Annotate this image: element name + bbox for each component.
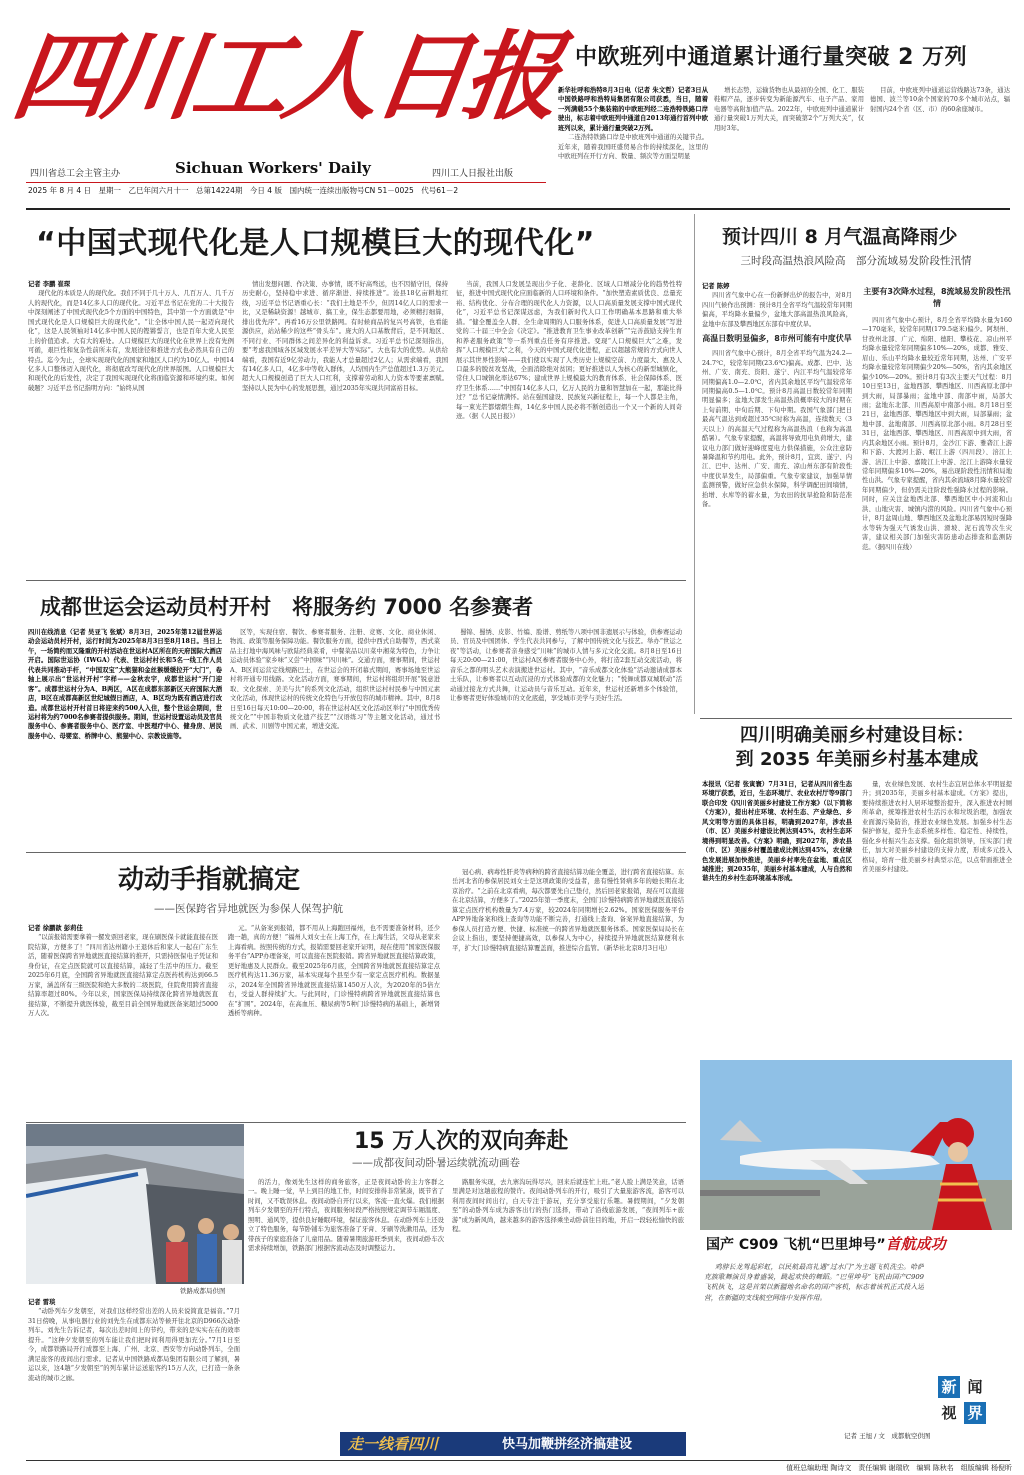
games-col2: 区等，实现住宿、餐饮、参赛者服务、注册、竞赛、文化、商业休闲、物流、政策等服务保障功能。餐饮服务方面，提供中西式自助餐等，西式菜品主打地中海风味与欧陆经典菜肴，中餐菜品以川菜中湘菜为特色，力争让运动员体验“家乡味”又尝“中国味”“四川味”。交通方面，赛事期间，世运村A、B区间运营定线规路巴士，在世运会的开闭幕式期间，赛事场地至世运村将开通专用线路。文化活动方面，赛事期间，世运村将组织开展“锐意进取、文化探索、美美与共”的系列文化活动，组织世运村村民参与中国元素文化活动，体现世运村的传统文化特色与开放包容的城市精神。其中，8月8日至16日每天10:00—20:00，将在世运村A区文化活动区举行“中国优秀传统文化”“中国非物质文化遗产技艺”“汉语练习”等主题文化活动，通过书画、武术、川剧等中国元素，增进交流。 [230,629,440,731]
plane-headline-accent: 首航成功 [885,1235,946,1253]
train-rule [26,1122,686,1123]
games-title: 成都世运会运动员村开村 将服务约 7000 名参赛者 [40,595,534,619]
games-col3: 蜀锦、蜀绣、皮影、竹编、脸谱、剪纸等八项中国非遗展示与体验，供参赛运动员、官员及中国团体、学生代表共同参与，了解中国传统文化与技艺。举办“世运之夜”等活动，让参赛者亲身感受“川味”的城市人情与多元文化交流。8月8日至16日每天20:00—21:00，世运村A区参赛者服务中心外，将打造2套互动交流活动，将音乐之都的明头艺术表演搬进世运村。其中，“音乐成都文化体验”活动邀请成都本土乐队，让参赛者以互动沉浸的方式体验成都的文化魅力；“悦舞成都双城联动”活动通过接龙方式共舞，让运动员与音乐互动。近年来，世运村还新增多个体验馆，让参赛者更好体验城市的文化底蕴，享受城市美学与美好生活。 [450,629,682,703]
medical-subtitle: ——医保跨省异地就医为参保人保驾护航 [154,903,343,915]
footer-editors: 值班总编助理 陶诗文 责任编辑 谢瑞欣 编辑 陈秋名 组版编辑 杨倪昕 [786,1464,1012,1472]
medical-rule [26,852,686,853]
games-col1: 四川在线消息（记者 吴亚飞 张斌）8月3日，2025年第12届世界运动会运动员村开村，运行时间为2025年8月3日至8月18日。当日上午，一场简约而又隆重的开村活动在世运村A区所在的天府国际大酒店开启。国际世运协（IWGA）代表、世运村村长和5名一线工作人员代表共同推动手杆，“中国双宝”大熊猫和金丝猴缓缓拉开“大门”，卷轴上展示出“世运村开村”字样——金秋农宇，成都世运村“开门迎客”。成都世运村分为A、B两区，A区在成都东部新区天府国际大酒店，B区在成都高新区世纪城假日酒店，A、B区均为既有酒店进行改造。成都世运村开村首日将迎来约500人入住，整个世运会期间，世运村将为约7000名参赛者提供服务。期间，世运村设置运动员及官员服务中心、参赛者服务中心、医疗室、中医理疗中心、健身房、居民服务中心、母婴室、桥牌中心、熊猫中心、宗教设施等。 [28,629,222,740]
footer-slogan-title: 快马加鞭拼经济搞建设 [502,1437,633,1452]
weather-subhead-1: 高温日数明显偏多，8市州可能有中度伏旱 [702,334,852,344]
tag-char-4: 界 [964,1402,986,1424]
medical-col2: 元。“从备案到报销，都不用从上海跑回福州，也不需要准备材料，还少跑一趟，真的方便！”福州人刘女士在上海工作，在上海生活，父母从老家来上海看病。按照传统的方式，报销需要回老家开证明，现在使用“国家医保服务平台”APP办理备案，可以直接在医院报销。跨省异地就医直接结算政策，更好地惠及人民群众。截至2025年6月底，全国跨省异地就医直接结算定点医疗机构达11.36万家，基本实现每个县至少有一家定点医疗机构。数据显示，2024年全国跨省异地就医直接结算1450万人次，为2020年的5倍左右，受益人群持续扩大。与此同时，门诊慢特病跨省异地就医直接结算也在“扩围”。2024年，在高血压、糖尿病等5种门诊慢特病的基础上，新增肾透析等病种。 [228,925,440,1017]
medical-title: 动动手指就搞定 [118,865,301,895]
news-vision-tag [938,1376,1006,1428]
plane-photo [700,1060,1012,1230]
masthead-rule [26,182,546,183]
lead-col1: 记者 李鹏 崔琛 现代化的本质是人的现代化。我们不同于几十万人、几百万人、几千万人的现代化，而是14亿多人口的现代化。习近平总书记在党的二十大报告中深刻阐述了中国式现代化5个方面的中国特色，其中第一个方面就是“中国式现代化是人口规模巨大的现代化”。“让全体中国人民一起迈向现代化”，这是人民领袖对14亿多中国人民的铿锵誓言，也是百年大党人民至上的价值追求。大有大的难处。人口规模巨大的现代化在世界上没有先例可循，艰巨性和复杂性前所未有，发展途径和推进方式也必然具有自己的特点。迄今为止，全球实现现代化的国家和地区人口约为10亿人。中国14亿多人口整体迈入现代化，将彻底改写现代化的世界版图。人口规模巨大和现代化的后发性，决定了我国实现现代化将面临资源和环境约束。如何破题？习近平总书记指明方向：“始终从国 [28,281,234,392]
footer-rule [26,1460,1010,1461]
plane-caption: 鸡脖长龙驾起彩虹，以民航最高礼遇“过水门”为主题飞机洗尘。哈萨克族歌舞演员身着盛装，跳起欢快的舞蹈。“巴里坤号”飞机由国产C909飞机执飞，这是首架以新疆地名命名的国产客机，标志着该机正式投入运营，在新疆的支线航空网络中发挥作用。 [704,1263,924,1302]
tag-char-3: 视 [941,1404,957,1422]
top-story-title: 中欧班列中通道累计通行量突破 2 万列 [575,45,968,70]
train-col1: 记者 雷琰 “动卧列车夕发朝至，对我们这样经常出差的人员来说简直是福音。”7月31日傍晚，从事电器行业的刘先生在成都东站等候开往北京的D966次动卧列车。刘先生告诉记者，每次出差时间上的节约，带来的是实实在在的效率提升。“这种夕发朝至的列车能让我们把时间利用得更加充分。”7月1日至今，成都铁路局开行成都至上海、广州、北京、西安等方向动卧列车，全面满足旅客的夜间出行需求。记者从中国铁路成都局集团有限公司了解到，暑运以来，这4趟“夕发朝至”的列车累计运送旅客约15万人次，已打造一条条流动的城市之廊。 [28,1299,240,1382]
medical-col3: 冠心病、病毒性肝炎等病种的跨省直接结算功能全覆盖，进行跨省直接结算。东岳河北省的参保居民刘女士是这项政策的受益者，患有慢性肾病多年的她长期在北京治疗。“之前在北京看病，每次都要先自己垫付，然后回老家报销，现在可以直接在北京结算，方便多了。”2025年第一季度末，全国门诊慢特病跨省异地就医直接结算定点医疗机构数量为7.4万家，较2024年同期增长2.62%。国家医保服务平台APP异地备案和线上查询等功能不断完善，打通线上查询、备案异地直接结算，为参保人员打造方便、快捷、标准统一的跨省异地就医服务体系。国家医保局局长在会议上指出，要坚持便捷高效，以参保人为中心，持续提升异地就医结算便利水平，扩大门诊慢特病直接结算覆盖面，推进综合监管。（新华社北京8月3日电） [452,869,684,952]
top-story-col1: 新华社呼和浩特8月3日电（记者 朱文哲）记者3日从中国铁路呼和浩特局集团有限公司获悉，当日，随着一列满载55个集装箱的中欧班列经二连浩特铁路口岸驶出，标志着中欧班列中通道自2013年通行首列中欧班列以来，累计通行量突破2万列。 二连浩特铁路口岸是中欧班列中通道的关键节点。近年来，随着我国旺盛贸易合作的持续深化，这里的中欧班列在开行方向、数量、频次等方面呈明显 [558,87,708,161]
rural-col2: 量，农业绿色发展、农村生态宜居总体水平明显提升；到2035年，美丽乡村基本建成。《方案》提出，要持续推进农村人居环境整治提升，深入推进农村厕所革命，统筹推进农村生活污水和垃圾治理，加强农业面源污染防治，推进农业绿色发展。加强乡村生态保护修复，提升生态系统多样性、稳定性、持续性，强化乡村振兴生态支撑。强化组织领导，压实部门责任，加大对美丽乡村建设的支持力度，形成多元投入格局，培育一批美丽乡村典型示范，以点带面推进全省美丽乡村建设。 [862,781,1012,873]
rural-col1: 本报讯（记者 张寅寰）7月31日，记者从四川省生态环境厅获悉，近日，生态环境厅、农业农村厅等9部门联合印发《四川省美丽乡村建设工作方案》（以下简称《方案》），提出村庄环境、农村生态、产业绿色、乡风文明等方面的具体目标，明确到2027年，涉农县（市、区）美丽乡村建设比例达到45%，农村生态环境得到明显改善。《方案》明确，到2027年，涉农县（市、区）美丽乡村覆盖建成比例达到45%，农业绿色发展进展加快推进，美丽乡村率先在盆地、重点区域推进；到2035年，美丽乡村基本建成，人与自然和谐共生的乡村生态环境基本形成。 [702,781,852,883]
weather-col1: 记者 陈婷 四川省气象中心在一份新鲜出炉的报告中，对8月四川气候作出预测：预计8月全省平均气温较常年同期偏高，平均降水量偏少，盆地大部高温热浪风险高，盆地中东部及攀西地区东部有中度伏旱。 高温日数明显偏多，8市州可能有中度伏旱 四川省气象中心预计，8月全省平均气温为24.2—24.7℃，较常年同期(23.6℃)偏高。成都、巴中、达州、广安、南充、资阳、遂宁、内江平均气温较常年同期偏高1.0—2.0℃，省内其余地区平均气温较常年同期偏高0.5—1.0℃。预计8月高温日数较常年同期明显偏多；盆地大部发生高温热浪概率较大的时期在上旬前期、中旬后期、下旬中期。我国气象部门把日最高气温达到或超过35℃时称为高温，连续数天（3天以上）的高温天气过程称为高温热浪（也称为高温酷暑）。气象专家提醒，高温将导致用电负荷增大，建议电力部门做好迎峰度夏电力供保措施，公众注意防暑降温和节约用电。此外，预计8月，宜宾、遂宁、内江、巴中、达州、广安、南充、凉山州东部有阶段性中度伏旱发生，局部偏重。气象专家建议，加强旱情监测预警，做好应急供水保障，科学调配田间墒情，抬增、水库等的蓄水量，为农田的抗旱抢险和防范准备。 [702,283,852,509]
masthead-english: Sichuan Workers' Daily [175,159,371,177]
games-rule [26,580,686,581]
top-story-col2: 增长态势，运输货物也从最初的全国、化工、服装鞋帽产品，逐步转变为新能源汽车、电子产品、家用电器等高附加值产品。2022年，中欧班列中通道累计通行量突破1万列大关，而突破第2个“万列大关”，仅用时3年。 [714,87,864,132]
train-photo-image [26,1124,244,1284]
masthead-sponsor: 四川省总工会主管主办 [30,169,121,179]
footer-slogan: 走一线看四川 [348,1435,439,1453]
train-col3: 路服务实现，去九寨沟玩得尽兴，回来后就连忙上班。”老人脸上满是笑意，话语里满是对这趟旅程的赞许。夜间动卧列车的开行，吸引了大量旅游客流，游客可以利用夜间时间出行，白天专注于游玩，充分享受旅行乐趣。暑假期间，“夕发朝至”的动卧列车成为游客出行的热门选择，带动了沿线旅游发展，“夜间列车+旅游”成为新风尚，越来越多的游客选择乘坐动卧前往目的地，开启一段轻松愉快的旅程。 [452,1179,684,1234]
top-story-col3: 目前，中欧班列中通道运营线路达73条，通达德国、波兰等10余个国家的70多个城市站点，辐射国内24个省（区、市）的60余座城市。 [870,87,1010,113]
lead-col3: 当前，我国人口发展呈现出少子化、老龄化、区域人口增减分化的趋势性特征，推进中国式现代化应面临新的人口环境和条件。“加快塑造素质优良、总量充裕、结构优化、分布合理的现代化人力资源，以人口高质量发展支撑中国式现代化”，习近平总书记深谋远虑，为我们新时代人口工作明确基本思路和重大举措。“健全覆盖全人群、全生命周期的人口服务体系，促进人口高质量发展”写进党的二十届三中全会《决定》。“推进教育卫生事业改革创新”“完善鼓励支持生育和养老服务政策”等一系列重点任务有序推进。变现“人口规模巨大”之难，发挥“人口规模巨大”之利，今天的中国式现代化进程，正以超越常规的方式向世人展示其世界性影响——我们使以实现了人类历史上规模空前、力度最大、惠及人口最多的脱贫攻坚战，全面消除绝对贫困；更好推进以人为核心的新型城镇化，常住人口城镇化率达67%；建成世界上规模最大的教育体系、社会保障体系、医疗卫生体系……“中国有14亿多人口，亿万人民的力量和智慧加在一起，那能比得过？”总书记豪情满怀。站在强国建设、民族复兴新征程上，每一个人都是主角，每一束光芒都熠熠生辉，14亿多中国人民必将不断创造出一个又一个新的人间奇迹。（据《人民日报》） [456,281,682,421]
weather-subtitle: 三时段高温热浪风险高 部分流域易发阶段性汛情 [740,255,972,267]
rural-title: 四川明确美丽乡村建设目标： 到 2035 年美丽乡村基本建成 [735,725,979,771]
train-title: 15 万人次的双向奔赴 [354,1129,569,1154]
medical-col1: 记者 徐鹏歆 彭莉佳 “以前报销需要拿着一摞发票回老家，现在刷医保卡就能直接在医院结算，方便多了！”四川省达州籍小王退休后和家人一起在广东生活，随着医保跨省异地就医直接结算的推开，只需持医保电子凭证和身份证，在定点医院就可以直接结算，减轻了生活中的压力。截至2025年6月底，全国跨省异地就医直接结算定点医药机构达到66.5万家，涵盖所有三级医院和绝大多数的二级医院，住院费用跨省直接结算率超过80%。今年以来，国家医保局持续深化跨省异地就医直接结算，不断提升就医体验，截至目前全国异地就医备案超过5000万人次。 [28,925,218,1017]
weather-vrule [694,214,695,714]
plane-headline [706,1234,1012,1256]
plane-headline-plain: 国产 C909 飞机“巴里坤号” [706,1237,886,1253]
train-col2: 的活力，像刘先生这样的商务旅客，正是夜间动卧的主力客群之一。晚上睡一觉，早上到目的地工作，时间安排得非常紧凑，既节省了时间，又不耽误休息。夜间动卧自开行以来，客流一直火爆。我们根据列车夕发朝至的开行特点，夜间服务时段严格按照规定调节车厢温度、照明、通风等，提供良好睡眠环境，保证旅客休息。在动卧列车上还设立了特色服务，每节卧铺车为旅客准备了牙膏、牙刷等洗漱用品，还为带孩子的家庭准备了儿童用品。随着暑期旅游旺季到来，夜间动卧车次需求持续增加，铁路部门根据客流动态及时调整运力。 [248,1179,444,1253]
footer-banner [340,1432,686,1456]
lead-col2: 情出发想问题、作决策、办事情，既不好高骛远，也不因循守旧，保持历史耐心，坚持稳中求进、循序渐进、持续推进”。沧县18亿亩耕地红线，习近平总书记语重心长：“我们土地是不少，但因14亿人口的需求一比，又是稀缺资源！越城市、搞工业，保生态都要用地，必须精打细算，排出优先序”。再看16万公里铁路网。有时候商品的复兴号高铁，也看能源供应，站站稀少的这些“骨头车”。庞大的人口基数背后，是不同地区、不同行业、不同群体之间差异化的利益诉求。习近平总书记深刻指出，要“考虑我国域各区域发展水平差异大等实际”。大也有大的优势。从供给端看，我国有近9亿劳动力，我能人才总量超过2亿人；从需求端看，我国有14亿多人口，4亿多中等收入群体，人均国内生产总值超过1.3万美元。超大人口规模创造了巨大人口红利，支撑着劳动和人力资本等要素禀赋。坚持以人民为中心的发展思想，通过2035年实现共同富裕目标。 [242,281,448,392]
weather-title: 预计四川 8 月气温高降雨少 [722,226,958,248]
masthead-logo: 四川工人日报 [6,20,563,133]
tag-char-1: 新 [938,1376,960,1398]
tag-char-2: 闻 [967,1378,983,1396]
lead-title: “中国式现代化是人口规模巨大的现代化” [36,226,595,261]
masthead-dateline: 2025 年 8 月 4 日 星期一 乙巳年闰六月十一 总第14224期 今日 4 版 国内统一连续出版物号CN 51－0025 代号61－2 [28,186,459,195]
train-photo [26,1124,244,1284]
train-photo-caption: 铁路成都局供图 [180,1287,226,1295]
weather-col2: 主要有3次降水过程，8流域易发阶段性汛情 四川省气象中心预计，8月全省平均降水量为160—170毫米，较常年同期(179.5毫米)偏少。阿坝州、甘孜州北部、广元、绵阳、德阳、攀枝花、凉山州平均降水量较常年同期偏多10%—20%，成都、雅安、眉山、乐山平均降水量较近常年同期，达州、广安平均降水量较常年同期偏少20%—50%，省内其余地区偏少10%—20%。预计8月有3次主要天气过程：8月10日至13日，盆地西部、攀西地区、川西高原北部中到大雨，局部暴雨；盆地中部、南部中雨，局部大雨；盆地东北部、川西高原中南部小雨。8月18日至21日，盆地西部、攀西地区中到大雨，局部暴雨；盆地中部、盆地南部、川西高原北部小雨。8月28日至31日，盆地西部、攀西地区、川西高原中到大雨，省内其余地区小雨。预计8月，金沙江下游、雅砻江上游和下游、大渡河上游、岷江上游（四川段）、涪江上游、涪江上中游、嘉陵江上中游、沱江上游降水量较常年同期偏多10%—20%，易出现阶段性汛情和局地性山洪。气象专家提醒，省内其余流域8月降水量较常年同期偏少，但仍需关注阶段性强降水过程的影响。同时，应关注盆地西北部、攀西地区中小河流和山洪、山地灾害、城镇内涝的风险。四川省气象中心预计，8月盆周山地、攀西地区及盆地北部易因短时强降水等转为强天气诱发山洪、滑坡、泥石流等次生灾害，建议相关部门加强灾害防患动态排查和监测防范。（据四川在线） [862,287,1012,551]
masthead-publisher: 四川工人日报社出版 [432,169,514,179]
train-subtitle: ——成都夜间动卧暑运续就流动画卷 [352,1157,520,1169]
rural-rule [700,718,1012,719]
plane-credit: 记者 王旭 / 文 成都航空供图 [844,1432,931,1440]
weather-subhead-2: 主要有3次降水过程，8流域易发阶段性汛情 [863,287,1011,308]
top-divider [26,208,1010,210]
plane-photo-image [700,1060,1012,1230]
